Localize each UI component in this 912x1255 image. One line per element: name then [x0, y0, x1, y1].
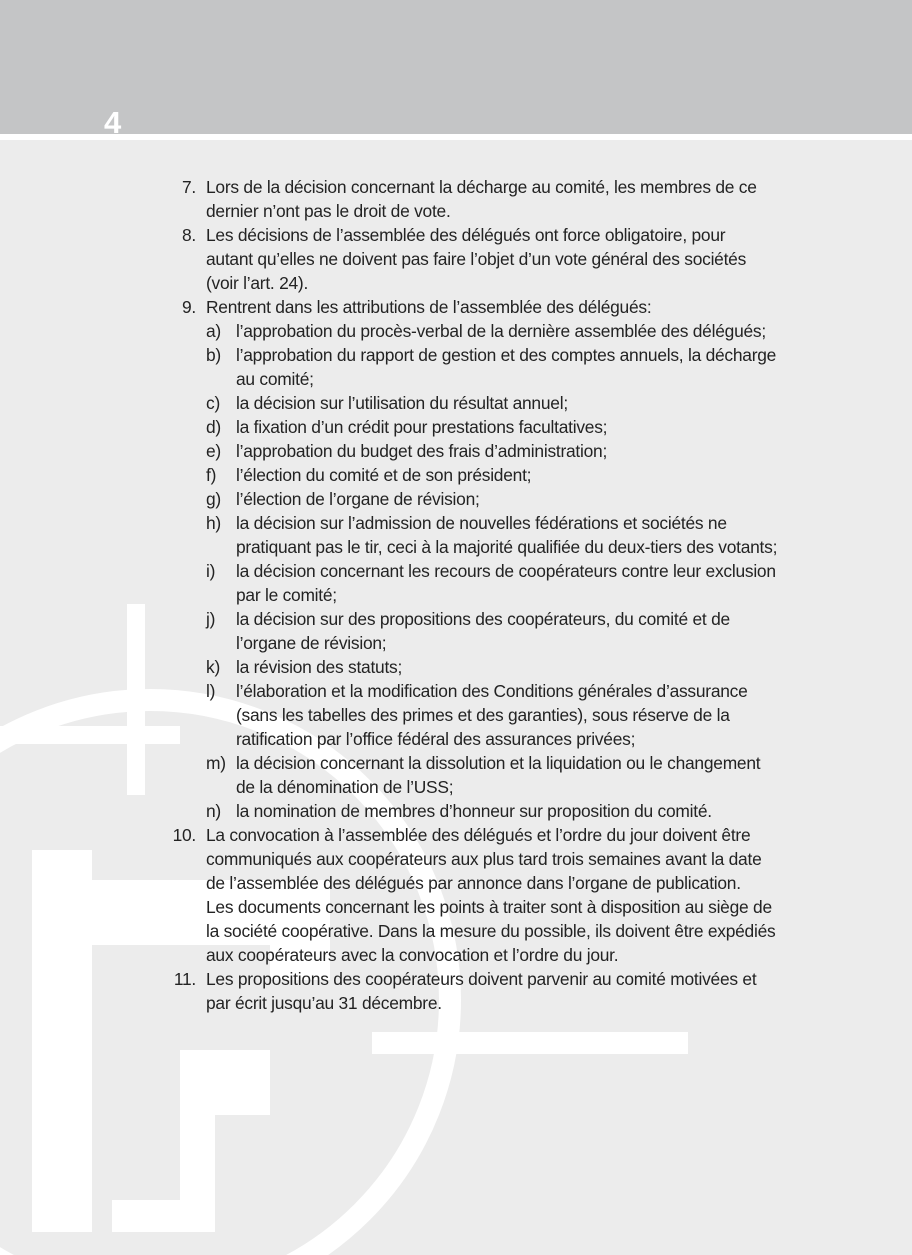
item-number: 8.: [181, 225, 196, 245]
subitem-line: par le comité;: [236, 585, 337, 605]
subitem-line: la fixation d’un crédit pour prestations facultatives;: [236, 417, 608, 437]
subitem-letter: j): [206, 609, 216, 629]
item-number: 11.: [173, 969, 196, 989]
subitem-letter: a): [206, 321, 221, 341]
subitem-line: de la dénomination de l’USS;: [236, 777, 454, 797]
subitem-line: l’élection du comité et de son président;: [236, 465, 532, 485]
subitem-letter: f): [206, 465, 217, 485]
item-line: autant qu’elles ne doivent pas faire l’objet d’un vote général des sociétés: [206, 249, 747, 269]
item-line: Les propositions des coopérateurs doivent parvenir au comité motivées et: [206, 969, 757, 989]
subitem-line: la nomination de membres d’honneur sur proposition du comité.: [236, 801, 712, 821]
subitem-h: [0, 511, 806, 559]
subitem-line: l’approbation du procès-verbal de la dernière assemblée des délégués;: [236, 321, 766, 341]
subitem-i: [0, 559, 806, 607]
item-number: 9.: [181, 297, 196, 317]
item-line: Les décisions de l’assemblée des délégués ont force obligatoire, pour: [206, 225, 726, 245]
subitem-line: l’organe de révision;: [236, 633, 387, 653]
item-line: communiqués aux coopérateurs aux plus tard trois semaines avant la date: [206, 849, 762, 869]
subitem-n: [0, 799, 806, 823]
subitem-line: au comité;: [236, 369, 314, 389]
subitem-line: l’élection de l’organe de révision;: [236, 489, 480, 509]
subitem-line: la décision sur l’utilisation du résultat annuel;: [236, 393, 568, 413]
subitem-e: [0, 439, 806, 463]
article-item-11: [0, 967, 806, 1015]
item-line: dernier n’ont pas le droit de vote.: [206, 201, 451, 221]
subitem-letter: e): [206, 441, 221, 461]
article-item-8: [0, 223, 806, 295]
subitem-line: pratiquant pas le tir, ceci à la majorité qualifiée du deux-tiers des votants;: [236, 537, 778, 557]
subitem-line: ratification par l’office fédéral des assurances privées;: [236, 729, 636, 749]
subitem-g: [0, 487, 806, 511]
subitem-letter: n): [206, 801, 221, 821]
subitem-line: l’élaboration et la modification des Conditions générales d’assurance: [236, 681, 748, 701]
subitem-f: [0, 463, 806, 487]
item-number: 10.: [172, 825, 196, 845]
item-line: par écrit jusqu’au 31 décembre.: [206, 993, 442, 1013]
article-item-7: [0, 175, 806, 223]
article-item-9: [0, 295, 806, 319]
article-item-10: [0, 823, 806, 967]
item-line: de l’assemblée des délégués par annonce dans l’organe de publication.: [206, 873, 741, 893]
item-line: la société coopérative. Dans la mesure du possible, ils doivent être expédiés: [206, 921, 776, 941]
item-line: Les documents concernant les points à traiter sont à disposition au siège de: [206, 897, 772, 917]
item-line: aux coopérateurs avec la convocation et l’ordre du jour.: [206, 945, 619, 965]
subitem-line: la décision concernant la dissolution et la liquidation ou le changement: [236, 753, 761, 773]
item-line: La convocation à l’assemblée des délégués et l’ordre du jour doivent être: [206, 825, 751, 845]
subitem-line: l’approbation du budget des frais d’administration;: [236, 441, 608, 461]
subitem-m: [0, 751, 806, 799]
subitem-letter: d): [206, 417, 221, 437]
subitem-letter: b): [206, 345, 221, 365]
statute-articles: [0, 175, 912, 1015]
page-number: 4: [104, 105, 121, 140]
subitem-letter: l): [206, 681, 216, 701]
subitem-letter: g): [206, 489, 221, 509]
item-line: Lors de la décision concernant la décharge au comité, les membres de ce: [206, 177, 757, 197]
subitem-letter: k): [206, 657, 220, 677]
subitem-line: la décision sur des propositions des coopérateurs, du comité et de: [236, 609, 730, 629]
subitem-b: [0, 343, 806, 391]
item-line: (voir l’art. 24).: [206, 273, 309, 293]
subitem-k: [0, 655, 806, 679]
subitem-j: [0, 607, 806, 655]
subitem-line: la révision des statuts;: [236, 657, 403, 677]
subitem-letter: i): [206, 561, 216, 581]
item-number: 7.: [181, 177, 196, 197]
subitem-letter: m): [206, 753, 226, 773]
subitem-letter: c): [206, 393, 220, 413]
subitem-line: la décision concernant les recours de coopérateurs contre leur exclusion: [236, 561, 776, 581]
subitem-c: [0, 391, 806, 415]
subitem-line: la décision sur l’admission de nouvelles fédérations et sociétés ne: [236, 513, 727, 533]
item-line: Rentrent dans les attributions de l’assemblée des délégués:: [206, 297, 652, 317]
subitem-d: [0, 415, 806, 439]
subitem-l: [0, 679, 806, 751]
subitem-line: l’approbation du rapport de gestion et des comptes annuels, la décharge: [236, 345, 777, 365]
subitem-line: (sans les tabelles des primes et des garanties), sous réserve de la: [236, 705, 730, 725]
subitem-letter: h): [206, 513, 221, 533]
subitem-a: [0, 319, 806, 343]
